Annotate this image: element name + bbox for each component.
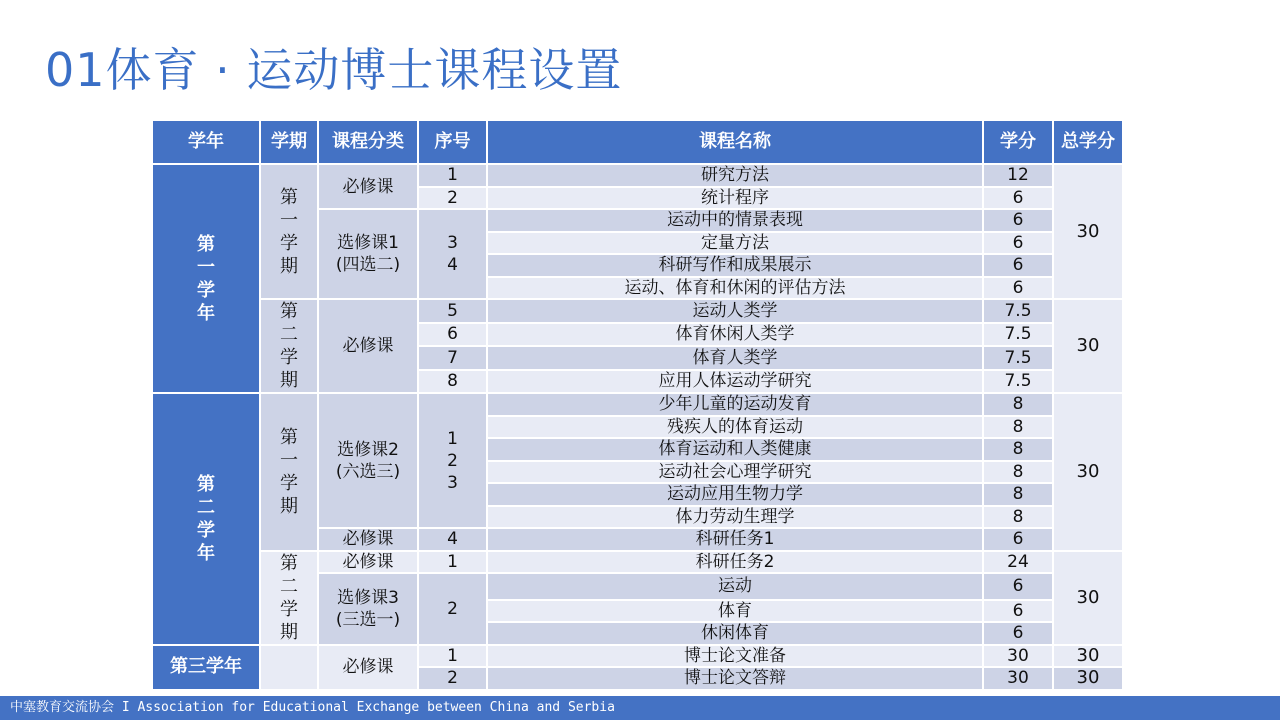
course-name: 运动应用生物力学	[488, 484, 982, 507]
course-name: 博士论文准备	[488, 646, 982, 669]
course-credit: 6	[984, 210, 1052, 233]
course-table	[151, 121, 1124, 691]
course-name: 休闲体育	[488, 623, 982, 646]
seq-cell: 2	[419, 188, 486, 211]
course-credit: 7.5	[984, 371, 1052, 395]
course-name: 体育休闲人类学	[488, 324, 982, 348]
seq-cell: 7	[419, 347, 486, 371]
course-credit: 8	[984, 484, 1052, 507]
course-credit: 7.5	[984, 324, 1052, 348]
course-name: 运动、体育和休闲的评估方法	[488, 278, 982, 301]
category-cell: 必修课	[319, 646, 417, 691]
course-credit: 6	[984, 255, 1052, 278]
category-cell: 选修课2 (六选三)	[319, 394, 417, 529]
seq-cell: 2	[419, 668, 486, 691]
semester-cell-empty	[261, 646, 317, 691]
course-name: 运动社会心理学研究	[488, 462, 982, 485]
course-name: 定量方法	[488, 233, 982, 256]
seq-cell: 1	[419, 552, 486, 575]
course-credit: 30	[984, 646, 1052, 669]
course-credit: 30	[984, 668, 1052, 691]
total-credit: 30	[1054, 646, 1122, 669]
header-cell: 学年	[153, 121, 259, 165]
course-credit: 6	[984, 529, 1052, 552]
page-title: 01体育 · 运动博士课程设置	[45, 43, 623, 97]
total-credit: 30	[1054, 668, 1122, 691]
total-credit: 30	[1054, 300, 1122, 394]
course-name: 运动	[488, 574, 982, 601]
course-credit: 7.5	[984, 300, 1052, 324]
seq-cell: 1 2 3	[419, 394, 486, 529]
course-credit: 6	[984, 574, 1052, 601]
category-cell: 必修课	[319, 552, 417, 575]
course-name: 少年儿童的运动发育	[488, 394, 982, 417]
seq-cell: 3 4	[419, 210, 486, 300]
semester-cell: 第一学期	[261, 165, 317, 300]
seq-cell: 6	[419, 324, 486, 348]
category-cell: 必修课	[319, 165, 417, 210]
year-cell: 第二学年	[153, 394, 259, 646]
total-credit: 30	[1054, 552, 1122, 646]
header-cell: 学分	[984, 121, 1052, 165]
course-credit: 8	[984, 417, 1052, 440]
seq-cell: 1	[419, 646, 486, 669]
year-cell: 第一学年	[153, 165, 259, 394]
course-credit: 8	[984, 394, 1052, 417]
seq-cell: 1	[419, 165, 486, 188]
course-credit: 12	[984, 165, 1052, 188]
course-credit: 6	[984, 188, 1052, 211]
course-credit: 6	[984, 601, 1052, 624]
seq-cell: 8	[419, 371, 486, 395]
course-name: 运动人类学	[488, 300, 982, 324]
footer-bar: 中塞教育交流协会 I Association for Educational Exchange between China and Serbia	[0, 696, 1280, 720]
semester-cell: 第二学期	[261, 300, 317, 394]
course-name: 体育运动和人类健康	[488, 439, 982, 462]
course-credit: 6	[984, 233, 1052, 256]
course-name: 体力劳动生理学	[488, 507, 982, 530]
seq-cell: 4	[419, 529, 486, 552]
table-row	[153, 165, 1122, 188]
table-header-row	[153, 121, 1122, 165]
course-credit: 8	[984, 507, 1052, 530]
header-cell: 课程名称	[488, 121, 982, 165]
course-name: 体育	[488, 601, 982, 624]
year-cell: 第三学年	[153, 646, 259, 691]
course-name: 科研任务2	[488, 552, 982, 575]
course-credit: 8	[984, 439, 1052, 462]
course-name: 科研写作和成果展示	[488, 255, 982, 278]
course-name: 博士论文答辩	[488, 668, 982, 691]
course-credit: 6	[984, 623, 1052, 646]
total-credit: 30	[1054, 394, 1122, 552]
header-cell: 课程分类	[319, 121, 417, 165]
course-name: 科研任务1	[488, 529, 982, 552]
table-row	[153, 300, 1122, 324]
total-credit: 30	[1054, 165, 1122, 300]
course-name: 统计程序	[488, 188, 982, 211]
course-name: 研究方法	[488, 165, 982, 188]
course-credit: 8	[984, 462, 1052, 485]
course-credit: 7.5	[984, 347, 1052, 371]
course-name: 运动中的情景表现	[488, 210, 982, 233]
header-cell: 总学分	[1054, 121, 1122, 165]
header-cell: 学期	[261, 121, 317, 165]
semester-cell: 第一学期	[261, 394, 317, 552]
course-name: 体育人类学	[488, 347, 982, 371]
course-name: 应用人体运动学研究	[488, 371, 982, 395]
course-credit: 24	[984, 552, 1052, 575]
category-cell: 选修课3 (三选一)	[319, 574, 417, 646]
table-row	[153, 646, 1122, 669]
course-credit: 6	[984, 278, 1052, 301]
header-cell: 序号	[419, 121, 486, 165]
category-cell: 必修课	[319, 300, 417, 394]
seq-cell: 2	[419, 574, 486, 646]
table-row	[153, 394, 1122, 417]
course-name: 残疾人的体育运动	[488, 417, 982, 440]
category-cell: 选修课1 (四选二)	[319, 210, 417, 300]
semester-cell: 第二学期	[261, 552, 317, 646]
category-cell: 必修课	[319, 529, 417, 552]
seq-cell: 5	[419, 300, 486, 324]
table-row	[153, 552, 1122, 575]
